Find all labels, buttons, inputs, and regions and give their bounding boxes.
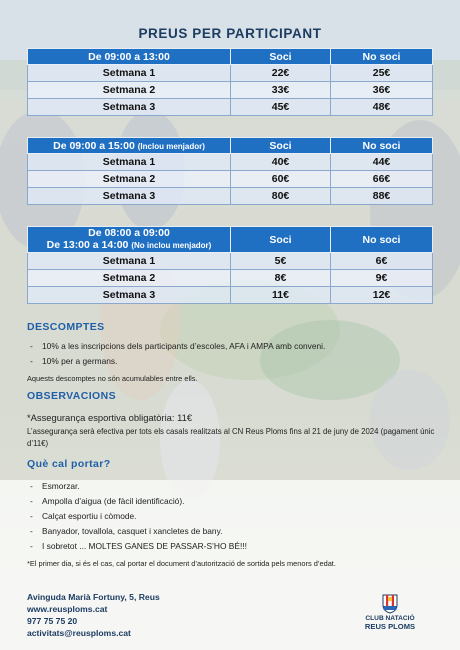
item-text: Calçat esportiu i còmode.	[42, 511, 137, 521]
week-label: Setmana 1	[28, 154, 231, 171]
soci-price: 11€	[231, 287, 331, 304]
schedule-line-1: De 08:00 a 09:00	[88, 227, 170, 239]
page-title: PREUS PER PARTICIPANT	[138, 26, 322, 41]
table-row	[28, 154, 433, 171]
soci-price: 8€	[231, 270, 331, 287]
soci-price: 5€	[231, 253, 331, 270]
list-item: - Banyador, tovallola, casquet i xancletes de bany.	[30, 526, 223, 536]
soci-header: Soci	[231, 49, 331, 65]
schedule-time: De 09:00 a 15:00	[53, 139, 135, 152]
soci-price: 40€	[231, 154, 331, 171]
soci-header: Soci	[231, 138, 331, 154]
website-link[interactable]: www.reusploms.cat	[27, 604, 108, 614]
club-name-line1: CLUB NATACIÓ	[365, 615, 415, 622]
list-item: - Ampolla d’aigua (de fàcil identificació).	[30, 496, 185, 506]
list-item: - I sobretot ... MOLTES GANES DE PASSAR-S’HO BÉ!!!	[30, 541, 247, 551]
no-soci-price: 88€	[331, 188, 433, 205]
schedule-note: (No inclou menjador)	[131, 241, 212, 250]
schedule-note: (Inclou menjador)	[137, 141, 205, 151]
soci-price: 33€	[231, 82, 331, 99]
discount-text: 10% a les inscripcions dels participants d’escoles, AFA i AMPA amb conveni.	[42, 341, 326, 351]
week-label: Setmana 2	[28, 171, 231, 188]
list-item: - 10% per a germans.	[30, 356, 118, 366]
address: Avinguda Marià Fortuny, 5, Reus	[27, 592, 160, 602]
discount-text: 10% per a germans.	[42, 356, 118, 366]
club-crest-icon	[381, 594, 399, 614]
what-to-bring-title: Què cal portar?	[27, 458, 111, 470]
no-soci-price: 36€	[331, 82, 433, 99]
item-text: Ampolla d’aigua (de fàcil identificació).	[42, 496, 185, 506]
list-item: - Esmorzar.	[30, 481, 80, 491]
soci-header: Soci	[231, 227, 331, 253]
no-soci-price: 6€	[331, 253, 433, 270]
schedule-header	[28, 138, 231, 154]
week-label: Setmana 3	[28, 287, 231, 304]
table-row	[28, 99, 433, 116]
table-row	[28, 253, 433, 270]
week-label: Setmana 3	[28, 188, 231, 205]
no-soci-price: 12€	[331, 287, 433, 304]
week-label: Setmana 3	[28, 99, 231, 116]
table-row	[28, 270, 433, 287]
schedule-header	[28, 227, 231, 253]
table-row	[28, 65, 433, 82]
list-item: - 10% a les inscripcions dels participants d’escoles, AFA i AMPA amb conveni.	[30, 341, 326, 351]
soci-price: 80€	[231, 188, 331, 205]
price-table-morning	[27, 48, 433, 116]
price-table-extra-hours	[27, 226, 433, 304]
no-soci-price: 48€	[331, 99, 433, 116]
no-soci-header: No soci	[331, 138, 433, 154]
week-label: Setmana 2	[28, 270, 231, 287]
item-text: Banyador, tovallola, casquet i xancletes de bany.	[42, 526, 223, 536]
table-row	[28, 188, 433, 205]
email-link[interactable]: activitats@reusploms.cat	[27, 628, 131, 638]
discounts-note: Aquests descomptes no són acumulables entre ells.	[27, 374, 198, 383]
discounts-title: DESCOMPTES	[27, 321, 105, 333]
no-soci-price: 66€	[331, 171, 433, 188]
item-text: I sobretot ... MOLTES GANES DE PASSAR-S’HO BÉ!!!	[42, 541, 247, 551]
week-label: Setmana 1	[28, 253, 231, 270]
no-soci-price: 9€	[331, 270, 433, 287]
table-row	[28, 171, 433, 188]
club-logo	[344, 594, 436, 631]
no-soci-price: 25€	[331, 65, 433, 82]
schedule-line-2: De 13:00 a 14:00	[46, 239, 129, 251]
table-row	[28, 82, 433, 99]
list-item: - Calçat esportiu i còmode.	[30, 511, 137, 521]
item-text: Esmorzar.	[42, 481, 80, 491]
schedule-header: De 09:00 a 13:00	[28, 49, 231, 65]
week-label: Setmana 1	[28, 65, 231, 82]
insurance-text: *Assegurança esportiva obligatòria: 11€	[27, 412, 193, 423]
observations-title: OBSERVACIONS	[27, 390, 117, 402]
insurance-note: L’assegurança serà efectiva per tots els casals realitzats al CN Reus Ploms fins al 21 de juny de 2024 (pagament únic d’11€)	[27, 427, 435, 448]
price-table-with-lunch	[27, 137, 433, 205]
authorization-note: *El primer dia, si és el cas, cal portar el document d’autorització de sortida pels menors d’edat.	[27, 559, 336, 568]
no-soci-header: No soci	[331, 49, 433, 65]
soci-price: 45€	[231, 99, 331, 116]
soci-price: 22€	[231, 65, 331, 82]
no-soci-price: 44€	[331, 154, 433, 171]
club-name-line2: REUS PLOMS	[364, 622, 416, 631]
table-row	[28, 287, 433, 304]
week-label: Setmana 2	[28, 82, 231, 99]
soci-price: 60€	[231, 171, 331, 188]
phone-number[interactable]: 977 75 75 20	[27, 616, 78, 626]
no-soci-header: No soci	[331, 227, 433, 253]
